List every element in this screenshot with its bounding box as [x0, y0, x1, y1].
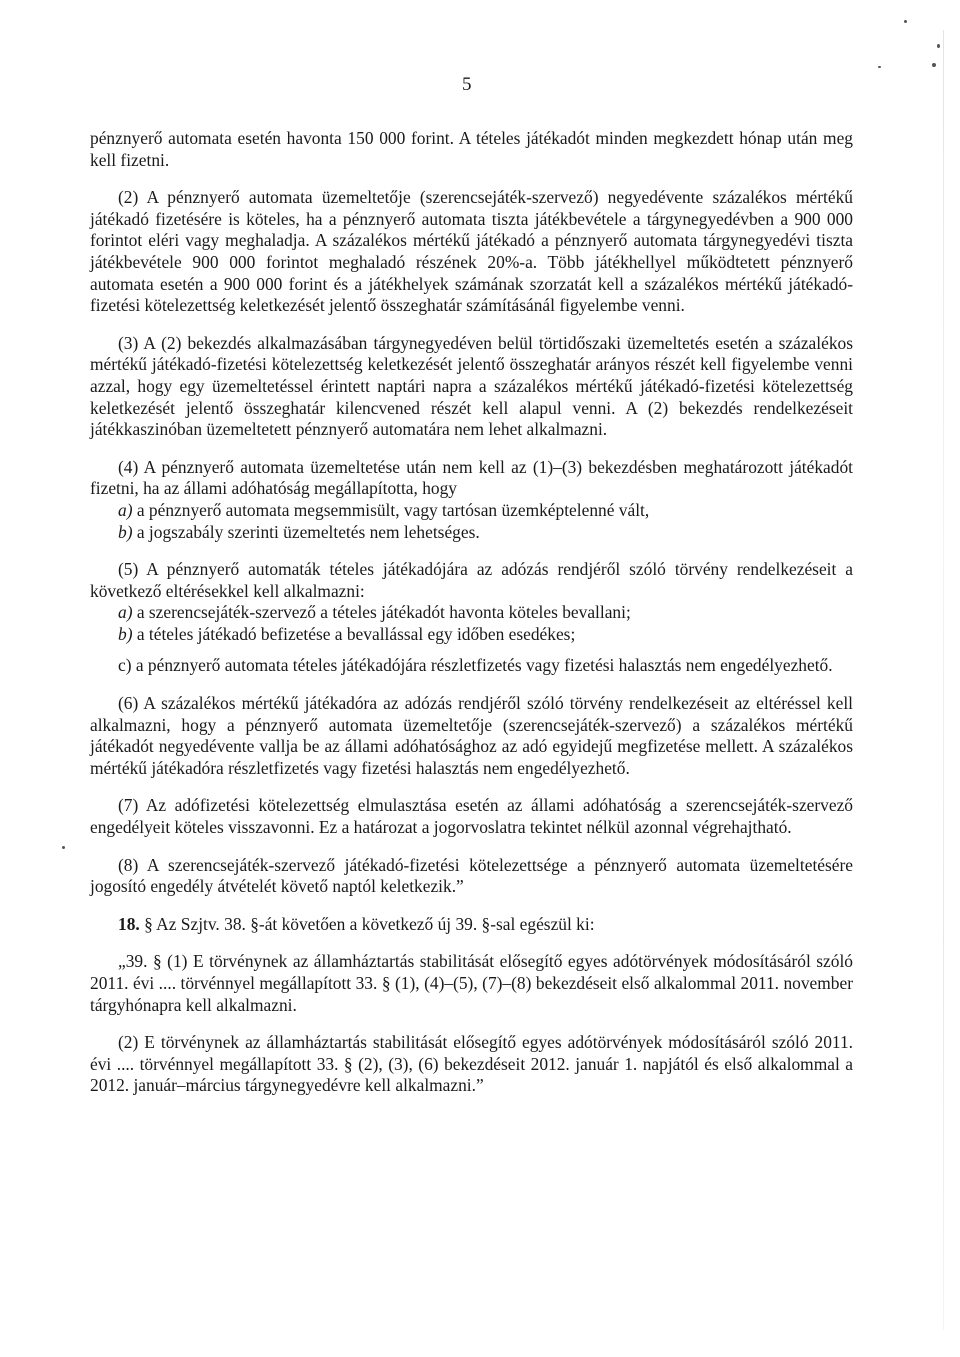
- paragraph-continuation: pénznyerő automata esetén havonta 150 000 forint. A tételes játékadót minden megkezdett hónap után meg kell fizetni.: [90, 128, 853, 170]
- list-marker: b): [118, 623, 133, 644]
- list-marker: a): [118, 602, 133, 623]
- list-item-4b: [90, 522, 853, 544]
- scan-speck: [937, 44, 940, 48]
- list-marker: c): [118, 655, 132, 676]
- body-text: [90, 128, 853, 1097]
- scan-edge-shadow: [943, 30, 944, 1330]
- list-item-text: a tételes játékadó befizetése a bevallással egy időben esedékes;: [132, 623, 576, 644]
- list-item-5b: [90, 624, 853, 646]
- paragraph-7: (7) Az adófizetési kötelezettség elmulasztása esetén az állami adóhatóság a szerencsejáték-szervező engedélyeit köteles visszavonni. Ez a határozat a jogorvoslatra tekintet nélkül azonnal végrehajtható.: [90, 795, 853, 838]
- list-marker: b): [118, 521, 133, 542]
- scan-speck: [62, 846, 65, 849]
- list-item-text: a jogszabály szerinti üzemeltetés nem lehetséges.: [132, 521, 480, 542]
- list-item-4a: [90, 500, 853, 522]
- section-number: 18.: [118, 913, 140, 934]
- list-item-5c: [90, 655, 853, 677]
- paragraph-2: (2) A pénznyerő automata üzemeltetője (szerencsejáték-szervező) negyedévente százalékos mértékű játékadó fizetésére is köteles, ha a pénznyerő automata tiszta játékbevétele a tárgynegyedévben a 900 000 forintot eléri vagy meghaladja. A százalékos mértékű játékadó a pénznyerő automata tárgynegyedévi tiszta játékbevétele 900 000 forintot meghaladó részének 20%-a. Több játékhellyel működtetett pénznyerő automata esetén a 900 000 forint és a játékhelyek számának szorzatát kell a százalékos mértékű játékadó-fizetési kötelezettség keletkezését jelentő összeghatár számításánál figyelembe venni.: [90, 187, 853, 316]
- paragraph-39-1: „39. § (1) E törvénynek az államháztartás stabilitását elősegítő egyes adótörvények módosításáról szóló 2011. évi .... törvénnyel megállapított 33. § (1), (4)–(5), (7)–(8) bekezdéseit első alkalommal 2011. november tárgyhónapra kell alkalmazni.: [90, 951, 853, 1015]
- paragraph-4: (4) A pénznyerő automata üzemeltetése után nem kell az (1)–(3) bekezdésben meghatározott játékadót fizetni, ha az állami adóhatóság megállapította, hogy: [90, 456, 853, 499]
- scan-speck: [878, 66, 881, 68]
- paragraph-8: (8) A szerencsejáték-szervező játékadó-fizetési kötelezettsége a pénznyerő automata üzemeltetésére jogosító engedély átvételét követő naptól keletkezik.”: [90, 854, 853, 897]
- list-item-text: a pénznyerő automata tételes játékadójára részletfizetés vagy fizetési halasztás nem engedélyezhető.: [131, 655, 833, 676]
- scan-speck: [932, 63, 936, 67]
- paragraph-6: (6) A százalékos mértékű játékadóra az adózás rendjéről szóló törvény rendelkezéseit az eltéréssel kell alkalmazni, hogy a pénznyerő automata üzemeltetője (szerencsejáték-szervező) a százalékos mértékű játékadót negyedévente vallja be az állami adóhatósághoz az adó egyidejű megfizetése mellett. A százalékos mértékű játékadóra részletfizetés vagy fizetési halasztás nem engedélyezhető.: [90, 693, 853, 778]
- paragraph-5: (5) A pénznyerő automaták tételes játékadójára az adózás rendjéről szóló törvény rendelkezéseit a következő eltérésekkel kell alkalmazni:: [90, 559, 853, 601]
- paragraph-3: (3) A (2) bekezdés alkalmazásában tárgynegyedéven belül törtidőszaki üzemeltetés esetén a százalékos mértékű játékadó-fizetési kötelezettség keletkezését jelentő összeghatár arányos részét kell figyelembe venni azzal, hogy egy üzemeltetéssel érintett naptári napra a százalékos mértékű játékadó-fizetési kötelezettség keletkezését jelentő összeghatár kilencvened részét kell alapul venni. A (2) bekezdés rendelkezéseit játékkaszinóban üzemeltetett pénznyerő automatára nem lehet alkalmazni.: [90, 332, 853, 440]
- section-18-heading: [90, 914, 853, 936]
- list-item-5a: [90, 602, 853, 624]
- list-item-text: a pénznyerő automata megsemmisült, vagy tartósan üzemképtelenné vált,: [132, 499, 650, 520]
- page-number: 5: [462, 74, 472, 95]
- section-heading-text: § Az Szjtv. 38. §-át követően a következő új 39. §-sal egészül ki:: [139, 913, 595, 934]
- scan-speck: [904, 20, 907, 23]
- list-item-text: a szerencsejáték-szervező a tételes játékadót havonta köteles bevallani;: [132, 602, 631, 623]
- list-marker: a): [118, 499, 133, 520]
- paragraph-39-2: (2) E törvénynek az államháztartás stabilitását elősegítő egyes adótörvények módosításáról szóló 2011. évi .... törvénnyel megállapított 33. § (2), (3), (6) bekezdéseit 2012. január 1. napjától és első alkalommal a 2012. január–március tárgynegyedévre kell alkalmazni.”: [90, 1032, 853, 1096]
